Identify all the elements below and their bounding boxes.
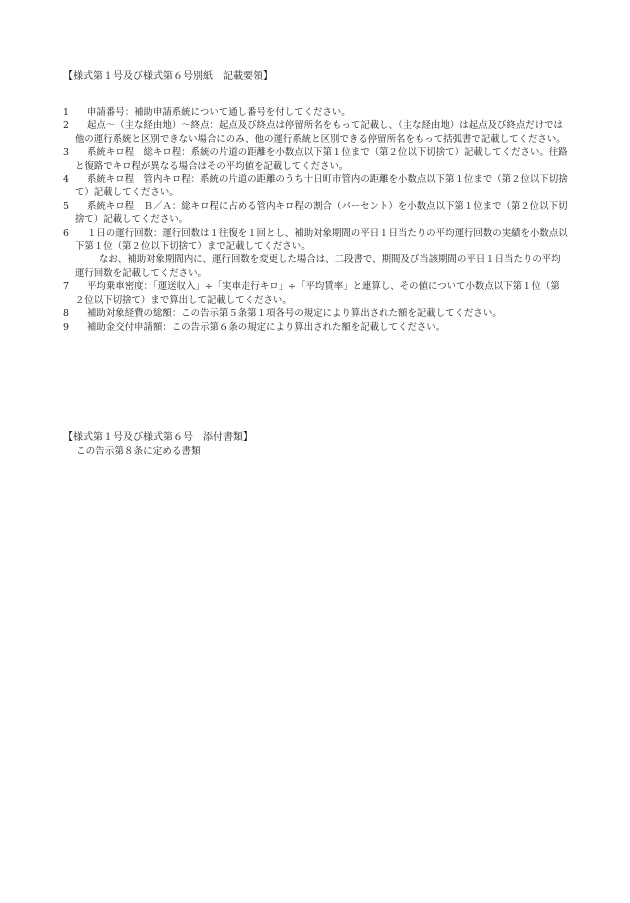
item-number: 7 bbox=[63, 281, 70, 293]
list-item bbox=[63, 119, 569, 146]
list-item bbox=[63, 106, 569, 119]
item-number: 9 bbox=[63, 321, 70, 333]
item-text: 補助金交付申請額：この告示第６条の規定により算出された額を記載してください。 bbox=[87, 321, 446, 333]
item-number: 3 bbox=[63, 147, 70, 159]
item-number: 5 bbox=[63, 200, 70, 212]
section-title-attachments: 【様式第１号及び様式第６号 添付書類】 bbox=[63, 432, 253, 443]
item-number: 8 bbox=[63, 308, 70, 320]
list-item bbox=[63, 321, 569, 334]
item-note: なお、補助対象期間内に、運行回数を変更した場合は、二段書で、期間及び当該期間の平日１日当たりの平均運行回数を記載してください。 bbox=[75, 254, 561, 279]
item-text: 系統キロ程 管内キロ程：系統の片道の距離のうち十日町市管内の距離を小数点以下第１位まで（第２位以下切捨て）記載してください。 bbox=[75, 174, 568, 199]
item-text: 平均乗車密度：「運送収入」÷「実車走行キロ」÷「平均賃率」と連算し、その値について小数点以下第１位（第２位以下切捨て）まで算出して記載してください。 bbox=[75, 281, 560, 306]
item-number: 2 bbox=[63, 120, 70, 132]
section-title-instructions: 【様式第１号及び様式第６号別紙 記載要領】 bbox=[63, 71, 273, 82]
item-text: 申請番号：補助申請系統について通し番号を付してください。 bbox=[87, 107, 351, 118]
list-item bbox=[63, 227, 569, 281]
list-item bbox=[63, 173, 569, 200]
item-text: 系統キロ程 Ｂ／Ａ：総キロ程に占める管内キロ程の割合（パーセント）を小数点以下第１位まで（第２位以下切捨て）記載してください。 bbox=[75, 200, 568, 226]
instruction-list bbox=[63, 106, 569, 334]
item-text: 系統キロ程 総キロ程：系統の片道の距離を小数点以下第１位まで（第２位以下切捨て）記載してください。往路と復路でキロ程が異なる場合はその平均値を記載してください。 bbox=[75, 147, 568, 172]
list-item bbox=[63, 307, 569, 320]
item-text: 補助対象経費の総額：この告示第５条第１項各号の規定により算出された額を記載してください。 bbox=[87, 308, 502, 320]
list-item bbox=[63, 200, 569, 227]
item-number: 6 bbox=[63, 227, 70, 239]
list-item bbox=[63, 146, 569, 173]
item-text: 起点～（主な経由地）～終点：起点及び終点は停留所名をもって記載し、（主な経由地）は起点及び終点だけでは他の運行系統と区別できない場合にのみ、他の運行系統と区別できる停留所名をもって括弧書で記載してください。 bbox=[75, 120, 566, 145]
list-item bbox=[63, 280, 569, 307]
item-text: １日の運行回数：運行回数は１往復を１回とし、補助対象期間の平日１日当たりの平均運行回数の実績を小数点以下第１位（第２位以下切捨て）まで記載してください。 bbox=[75, 227, 568, 253]
item-number: 4 bbox=[63, 174, 70, 186]
attachments-text: この告示第８条に定める書類 bbox=[76, 446, 201, 457]
item-number: 1 bbox=[63, 107, 70, 118]
